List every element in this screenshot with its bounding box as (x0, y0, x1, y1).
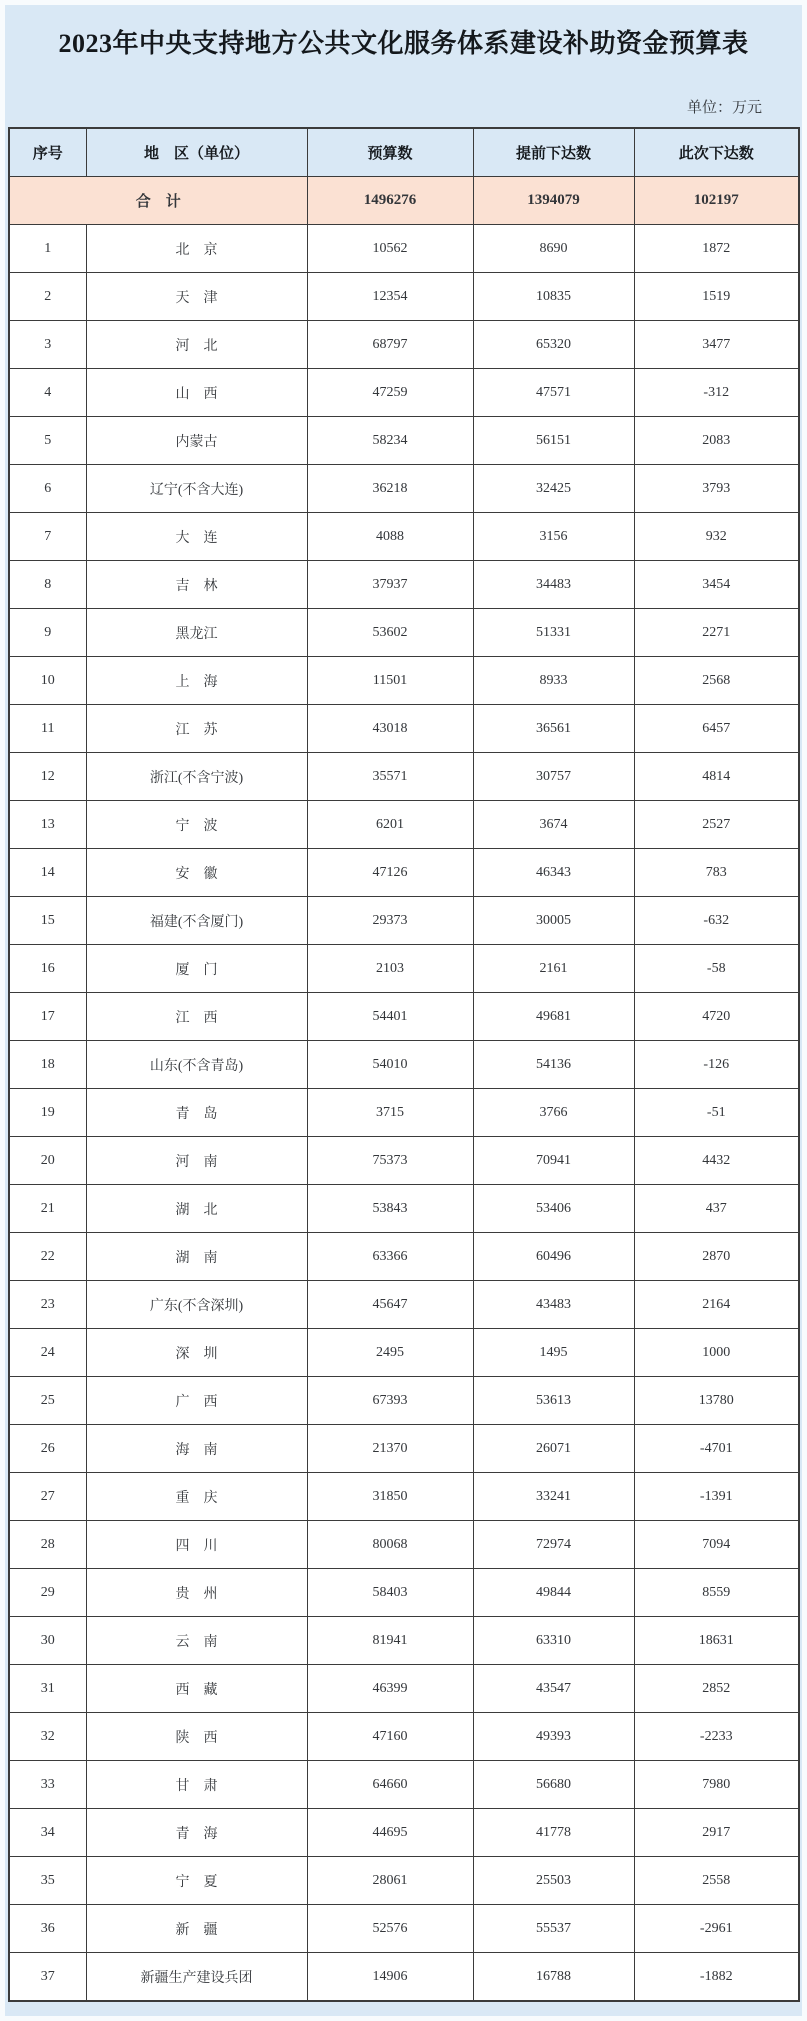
cell-advance: 43483 (473, 1281, 634, 1329)
cell-current: 2852 (634, 1665, 799, 1713)
table-row (9, 1521, 799, 1569)
cell-advance: 25503 (473, 1857, 634, 1905)
cell-region: 云 南 (86, 1617, 307, 1665)
cell-current: -4701 (634, 1425, 799, 1473)
cell-budget: 44695 (307, 1809, 473, 1857)
cell-budget: 43018 (307, 705, 473, 753)
cell-advance: 36561 (473, 705, 634, 753)
header-cell-region: 地 区（单位） (86, 128, 307, 177)
cell-region: 江 苏 (86, 705, 307, 753)
page-title: 2023年中央支持地方公共文化服务体系建设补助资金预算表 (58, 29, 749, 58)
cell-region: 湖 北 (86, 1185, 307, 1233)
cell-advance: 10835 (473, 273, 634, 321)
cell-advance: 30757 (473, 753, 634, 801)
cell-index: 19 (9, 1089, 86, 1137)
cell-current: 6457 (634, 705, 799, 753)
cell-current: 2917 (634, 1809, 799, 1857)
cell-advance: 41778 (473, 1809, 634, 1857)
cell-advance: 32425 (473, 465, 634, 513)
total-budget-value: 1496276 (307, 177, 473, 225)
cell-budget: 3715 (307, 1089, 473, 1137)
cell-region: 江 西 (86, 993, 307, 1041)
cell-index: 6 (9, 465, 86, 513)
cell-budget: 2103 (307, 945, 473, 993)
cell-advance: 47571 (473, 369, 634, 417)
header-cell-current: 此次下达数 (634, 128, 799, 177)
cell-index: 11 (9, 705, 86, 753)
cell-region: 山东(不含青岛) (86, 1041, 307, 1089)
cell-index: 17 (9, 993, 86, 1041)
cell-region: 新疆生产建设兵团 (86, 1953, 307, 2002)
cell-advance: 56680 (473, 1761, 634, 1809)
cell-index: 5 (9, 417, 86, 465)
cell-current: 13780 (634, 1377, 799, 1425)
table-row (9, 1857, 799, 1905)
cell-budget: 12354 (307, 273, 473, 321)
cell-index: 31 (9, 1665, 86, 1713)
cell-current: 2870 (634, 1233, 799, 1281)
cell-current: 783 (634, 849, 799, 897)
table-row (9, 1473, 799, 1521)
cell-region: 深 圳 (86, 1329, 307, 1377)
cell-index: 33 (9, 1761, 86, 1809)
cell-index: 35 (9, 1857, 86, 1905)
cell-current: 3454 (634, 561, 799, 609)
cell-region: 四 川 (86, 1521, 307, 1569)
table-row (9, 945, 799, 993)
cell-budget: 45647 (307, 1281, 473, 1329)
cell-budget: 54401 (307, 993, 473, 1041)
cell-region: 宁 波 (86, 801, 307, 849)
cell-index: 30 (9, 1617, 86, 1665)
cell-index: 9 (9, 609, 86, 657)
cell-index: 22 (9, 1233, 86, 1281)
cell-budget: 67393 (307, 1377, 473, 1425)
cell-budget: 58403 (307, 1569, 473, 1617)
cell-region: 吉 林 (86, 561, 307, 609)
table-row (9, 1041, 799, 1089)
cell-region: 广 西 (86, 1377, 307, 1425)
table-row (9, 1713, 799, 1761)
cell-advance: 49844 (473, 1569, 634, 1617)
cell-current: -51 (634, 1089, 799, 1137)
cell-current: 3793 (634, 465, 799, 513)
cell-current: 18631 (634, 1617, 799, 1665)
table-row (9, 897, 799, 945)
cell-region: 黑龙江 (86, 609, 307, 657)
table-row (9, 1569, 799, 1617)
table-row (9, 273, 799, 321)
table-row (9, 1905, 799, 1953)
cell-budget: 53843 (307, 1185, 473, 1233)
cell-advance: 49681 (473, 993, 634, 1041)
cell-index: 12 (9, 753, 86, 801)
cell-current: -2233 (634, 1713, 799, 1761)
cell-budget: 81941 (307, 1617, 473, 1665)
cell-current: 4814 (634, 753, 799, 801)
cell-current: 437 (634, 1185, 799, 1233)
cell-budget: 37937 (307, 561, 473, 609)
cell-budget: 46399 (307, 1665, 473, 1713)
cell-region: 青 海 (86, 1809, 307, 1857)
cell-region: 上 海 (86, 657, 307, 705)
table-row (9, 513, 799, 561)
table-row (9, 225, 799, 273)
cell-advance: 3156 (473, 513, 634, 561)
cell-index: 20 (9, 1137, 86, 1185)
cell-advance: 54136 (473, 1041, 634, 1089)
table-row (9, 609, 799, 657)
cell-budget: 21370 (307, 1425, 473, 1473)
table-row (9, 1233, 799, 1281)
cell-region: 陕 西 (86, 1713, 307, 1761)
cell-current: -58 (634, 945, 799, 993)
cell-budget: 35571 (307, 753, 473, 801)
cell-index: 36 (9, 1905, 86, 1953)
table-row (9, 321, 799, 369)
cell-budget: 10562 (307, 225, 473, 273)
cell-index: 21 (9, 1185, 86, 1233)
document-page (5, 5, 802, 2016)
cell-region: 湖 南 (86, 1233, 307, 1281)
table-body (9, 177, 799, 2002)
cell-index: 25 (9, 1377, 86, 1425)
cell-advance: 1495 (473, 1329, 634, 1377)
cell-advance: 8690 (473, 225, 634, 273)
cell-index: 7 (9, 513, 86, 561)
cell-budget: 54010 (307, 1041, 473, 1089)
cell-current: 4432 (634, 1137, 799, 1185)
cell-advance: 3766 (473, 1089, 634, 1137)
cell-index: 3 (9, 321, 86, 369)
cell-index: 14 (9, 849, 86, 897)
cell-region: 青 岛 (86, 1089, 307, 1137)
cell-advance: 3674 (473, 801, 634, 849)
cell-region: 天 津 (86, 273, 307, 321)
table-row (9, 1617, 799, 1665)
cell-current: -632 (634, 897, 799, 945)
cell-region: 北 京 (86, 225, 307, 273)
cell-index: 1 (9, 225, 86, 273)
table-row (9, 1089, 799, 1137)
unit-note: 单位：万元 (686, 100, 762, 116)
cell-advance: 55537 (473, 1905, 634, 1953)
cell-advance: 2161 (473, 945, 634, 993)
cell-current: 1519 (634, 273, 799, 321)
cell-current: 2527 (634, 801, 799, 849)
cell-current: 2568 (634, 657, 799, 705)
cell-advance: 70941 (473, 1137, 634, 1185)
cell-index: 13 (9, 801, 86, 849)
table-row (9, 1665, 799, 1713)
cell-region: 辽宁(不含大连) (86, 465, 307, 513)
total-row (9, 177, 799, 225)
table-row (9, 657, 799, 705)
header-cell-budget: 预算数 (307, 128, 473, 177)
table-row (9, 1329, 799, 1377)
cell-budget: 47126 (307, 849, 473, 897)
cell-index: 28 (9, 1521, 86, 1569)
cell-advance: 65320 (473, 321, 634, 369)
cell-region: 新 疆 (86, 1905, 307, 1953)
cell-budget: 28061 (307, 1857, 473, 1905)
cell-current: 2271 (634, 609, 799, 657)
cell-current: -126 (634, 1041, 799, 1089)
table-row (9, 705, 799, 753)
cell-current: 7980 (634, 1761, 799, 1809)
cell-index: 26 (9, 1425, 86, 1473)
cell-region: 福建(不含厦门) (86, 897, 307, 945)
table-row (9, 1809, 799, 1857)
cell-budget: 68797 (307, 321, 473, 369)
cell-region: 河 南 (86, 1137, 307, 1185)
cell-advance: 56151 (473, 417, 634, 465)
cell-budget: 29373 (307, 897, 473, 945)
cell-index: 18 (9, 1041, 86, 1089)
cell-current: 3477 (634, 321, 799, 369)
header-cell-index: 序号 (9, 128, 86, 177)
cell-index: 37 (9, 1953, 86, 2002)
cell-current: 2558 (634, 1857, 799, 1905)
cell-region: 河 北 (86, 321, 307, 369)
cell-region: 海 南 (86, 1425, 307, 1473)
cell-region: 甘 肃 (86, 1761, 307, 1809)
cell-current: -1882 (634, 1953, 799, 2002)
cell-region: 重 庆 (86, 1473, 307, 1521)
cell-budget: 11501 (307, 657, 473, 705)
cell-region: 厦 门 (86, 945, 307, 993)
cell-current: 1872 (634, 225, 799, 273)
table-row (9, 753, 799, 801)
cell-advance: 34483 (473, 561, 634, 609)
header-row (9, 128, 799, 177)
table-row (9, 1761, 799, 1809)
cell-index: 8 (9, 561, 86, 609)
cell-region: 浙江(不含宁波) (86, 753, 307, 801)
total-advance-value: 1394079 (473, 177, 634, 225)
cell-budget: 2495 (307, 1329, 473, 1377)
cell-region: 广东(不含深圳) (86, 1281, 307, 1329)
cell-index: 23 (9, 1281, 86, 1329)
table-row (9, 465, 799, 513)
cell-current: -1391 (634, 1473, 799, 1521)
cell-index: 34 (9, 1809, 86, 1857)
table-row (9, 1281, 799, 1329)
header-cell-advance: 提前下达数 (473, 128, 634, 177)
cell-current: -2961 (634, 1905, 799, 1953)
cell-current: 932 (634, 513, 799, 561)
cell-index: 4 (9, 369, 86, 417)
cell-budget: 58234 (307, 417, 473, 465)
cell-budget: 75373 (307, 1137, 473, 1185)
cell-advance: 33241 (473, 1473, 634, 1521)
cell-index: 27 (9, 1473, 86, 1521)
cell-current: 2164 (634, 1281, 799, 1329)
table-row (9, 801, 799, 849)
cell-budget: 31850 (307, 1473, 473, 1521)
cell-budget: 36218 (307, 465, 473, 513)
cell-advance: 53406 (473, 1185, 634, 1233)
cell-budget: 80068 (307, 1521, 473, 1569)
cell-advance: 49393 (473, 1713, 634, 1761)
table-row (9, 369, 799, 417)
cell-index: 24 (9, 1329, 86, 1377)
cell-index: 29 (9, 1569, 86, 1617)
cell-advance: 16788 (473, 1953, 634, 2002)
cell-index: 16 (9, 945, 86, 993)
cell-region: 山 西 (86, 369, 307, 417)
total-label: 合 计 (9, 177, 307, 225)
cell-budget: 4088 (307, 513, 473, 561)
cell-current: 4720 (634, 993, 799, 1041)
cell-budget: 64660 (307, 1761, 473, 1809)
cell-budget: 14906 (307, 1953, 473, 2002)
cell-budget: 63366 (307, 1233, 473, 1281)
cell-advance: 30005 (473, 897, 634, 945)
cell-current: 2083 (634, 417, 799, 465)
cell-budget: 53602 (307, 609, 473, 657)
table-row (9, 849, 799, 897)
budget-table (8, 127, 800, 2002)
table-row (9, 561, 799, 609)
cell-budget: 47259 (307, 369, 473, 417)
cell-advance: 46343 (473, 849, 634, 897)
cell-budget: 52576 (307, 1905, 473, 1953)
cell-current: -312 (634, 369, 799, 417)
cell-region: 贵 州 (86, 1569, 307, 1617)
cell-index: 32 (9, 1713, 86, 1761)
cell-current: 7094 (634, 1521, 799, 1569)
cell-advance: 43547 (473, 1665, 634, 1713)
cell-advance: 26071 (473, 1425, 634, 1473)
cell-index: 2 (9, 273, 86, 321)
cell-region: 内蒙古 (86, 417, 307, 465)
cell-advance: 60496 (473, 1233, 634, 1281)
table-row (9, 417, 799, 465)
cell-region: 安 徽 (86, 849, 307, 897)
cell-current: 1000 (634, 1329, 799, 1377)
cell-advance: 72974 (473, 1521, 634, 1569)
cell-region: 宁 夏 (86, 1857, 307, 1905)
cell-budget: 47160 (307, 1713, 473, 1761)
cell-advance: 51331 (473, 609, 634, 657)
table-row (9, 1377, 799, 1425)
table-row (9, 993, 799, 1041)
table-row (9, 1953, 799, 2002)
table-row (9, 1425, 799, 1473)
cell-index: 10 (9, 657, 86, 705)
cell-budget: 6201 (307, 801, 473, 849)
cell-region: 大 连 (86, 513, 307, 561)
total-current-value: 102197 (634, 177, 799, 225)
cell-advance: 53613 (473, 1377, 634, 1425)
cell-advance: 63310 (473, 1617, 634, 1665)
table-row (9, 1185, 799, 1233)
cell-advance: 8933 (473, 657, 634, 705)
table-row (9, 1137, 799, 1185)
cell-index: 15 (9, 897, 86, 945)
cell-current: 8559 (634, 1569, 799, 1617)
cell-region: 西 藏 (86, 1665, 307, 1713)
